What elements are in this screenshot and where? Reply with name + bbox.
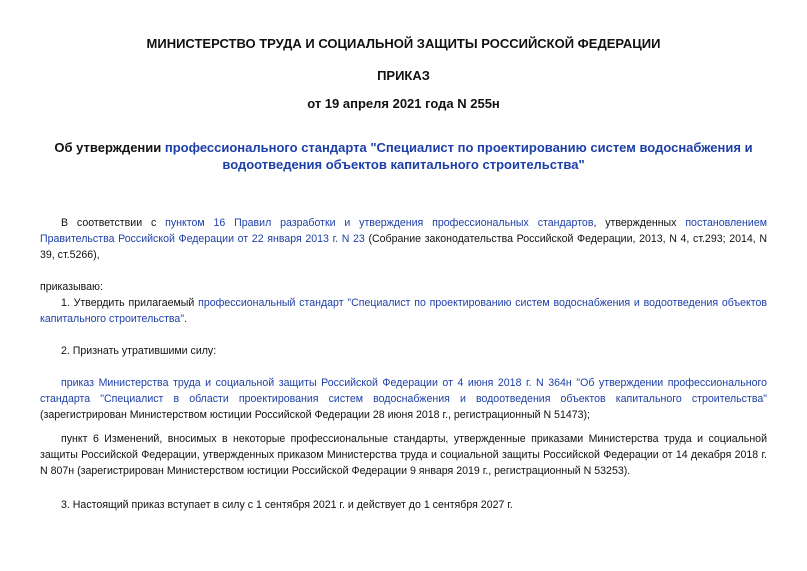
ministry-heading: МИНИСТЕРСТВО ТРУДА И СОЦИАЛЬНОЙ ЗАЩИТЫ РОССИЙСКОЙ ФЕДЕРАЦИИ bbox=[146, 36, 661, 51]
repealed-order-link[interactable]: приказ Министерства труда и социальной защиты Российской Федерации от 4 июня 2018 г. N 364н "Об утверждении профессионального стандарта "Специалист в области проектирования систем водоснабжения и водоотведения объектов капитального строительства" bbox=[40, 377, 767, 405]
paragraph-basis-text-3: (Собрание законодательства Российской Федерации, 2013, N 4, ст.293; 2014, N 39, ст.5266), bbox=[40, 233, 768, 261]
order-directive: приказываю: bbox=[40, 281, 103, 293]
item-3-effective-date: 3. Настоящий приказ вступает в силу с 1 сентября 2021 г. и действует до 1 сентября 2027 г. bbox=[61, 499, 513, 511]
title-standard-link[interactable]: профессионального стандарта "Специалист по проектированию систем водоснабжения и водоотведения объектов капитального строительства" bbox=[164, 140, 753, 172]
repealed-order-1-registration: (зарегистрирован Министерством юстиции Российской Федерации 28 июня 2018 г., регистрационный N 51473); bbox=[40, 409, 590, 421]
item-1-approve bbox=[40, 295, 767, 327]
title-prefix: Об утверждении bbox=[54, 140, 165, 155]
rules-clause-link[interactable]: пунктом 16 Правил разработки и утверждения профессиональных стандартов bbox=[165, 217, 594, 229]
document-title bbox=[40, 139, 767, 173]
paragraph-basis-text-2: , утвержденных bbox=[593, 217, 686, 229]
document-type-heading: ПРИКАЗ bbox=[377, 68, 430, 83]
professional-standard-link[interactable]: профессиональный стандарт "Специалист по проектированию систем водоснабжения и водоотведения объектов капитального строительства" bbox=[40, 297, 767, 325]
government-resolution-link[interactable]: постановлением Правительства Российской Федерации от 22 января 2013 г. N 23 bbox=[40, 217, 768, 245]
paragraph-basis-text-1: В соответствии с bbox=[61, 217, 166, 229]
paragraph-basis bbox=[40, 215, 767, 263]
item-1-end: . bbox=[184, 313, 188, 325]
item-1-text: 1. Утвердить прилагаемый bbox=[61, 297, 199, 309]
date-number-heading: от 19 апреля 2021 года N 255н bbox=[307, 96, 500, 111]
repealed-order-2: пункт 6 Изменений, вносимых в некоторые профессиональные стандарты, утвержденные приказами Министерства труда и социальной защиты Российской Федерации, утвержденных приказом Министерства труда и социальной защиты Российской Федерации от 14 декабря 2018 г. N 807н (зарегистрирован Министерством юстиции Российской Федерации 9 января 2019 г., регистрационный N 53253). bbox=[40, 433, 767, 477]
item-2-repeal: 2. Признать утратившими силу: bbox=[61, 345, 217, 357]
repealed-order-1 bbox=[40, 375, 767, 423]
